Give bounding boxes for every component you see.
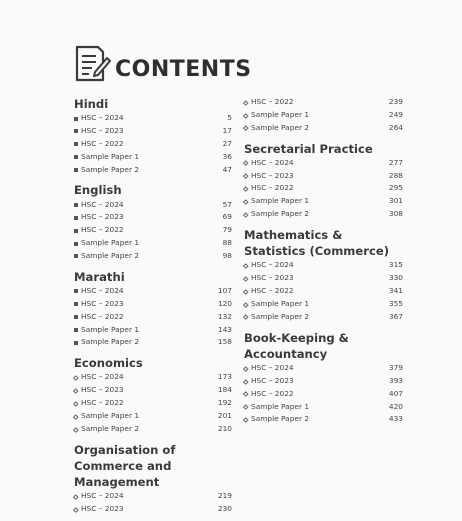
toc-entry-label-wrap [244, 122, 309, 135]
toc-entry[interactable] [74, 311, 232, 324]
toc-entry-page-number: 107 [217, 286, 232, 296]
toc-entry-page-number: 393 [388, 375, 403, 385]
diamond-bullet-icon [73, 427, 78, 432]
contents-header [74, 44, 252, 84]
toc-entry[interactable] [244, 208, 403, 221]
toc-entry-label-wrap [244, 362, 294, 375]
toc-entry-label-wrap [244, 259, 294, 272]
toc-entry-label: HSC – 2023 [81, 212, 124, 222]
toc-entry-label: Sample Paper 1 [251, 196, 310, 206]
toc-entry-label-wrap [244, 388, 294, 401]
toc-entry-page-number: 132 [217, 311, 232, 321]
toc-entry-page-number: 47 [222, 164, 232, 174]
toc-entry-label-wrap [74, 324, 139, 337]
diamond-bullet-icon [243, 263, 248, 268]
diamond-bullet-icon [243, 379, 248, 384]
toc-entry-page-number: 315 [388, 260, 403, 270]
toc-entry-label-wrap [244, 157, 294, 170]
toc-entry-page-number: 120 [217, 298, 232, 308]
toc-entry-label: HSC – 2024 [81, 113, 124, 123]
section-title: Mathematics & Statistics (Commerce) [244, 227, 390, 259]
toc-entry-page-number: 184 [217, 385, 232, 395]
toc-entry-label-wrap [244, 170, 294, 183]
section-title: English [74, 183, 122, 198]
diamond-bullet-icon [243, 366, 248, 371]
toc-entry-page-number: 88 [222, 238, 232, 248]
toc-entry-page-number: 173 [217, 372, 232, 382]
toc-entry[interactable] [244, 170, 403, 183]
toc-entry-label-wrap [74, 397, 124, 410]
diamond-bullet-icon [73, 507, 78, 512]
toc-entry-label: HSC – 2023 [81, 385, 124, 395]
toc-entry-page-number: 264 [388, 122, 403, 132]
diamond-bullet-icon [243, 289, 248, 294]
toc-entry[interactable] [74, 410, 232, 423]
toc-entry-page-number: 192 [217, 398, 232, 408]
toc-entry-label: HSC – 2024 [251, 362, 294, 372]
toc-entry[interactable] [244, 311, 403, 324]
diamond-bullet-icon [243, 302, 248, 307]
toc-entry-page-number: 330 [388, 273, 403, 283]
toc-entry[interactable] [244, 157, 403, 170]
toc-entry-label: Sample Paper 2 [81, 423, 140, 433]
toc-entry-label-wrap [74, 311, 124, 324]
toc-entry-label-wrap [74, 112, 124, 125]
section-english [74, 182, 232, 262]
square-bullet-icon [74, 254, 78, 258]
toc-entry-page-number: 69 [222, 212, 232, 222]
toc-entry-label-wrap [244, 96, 294, 109]
toc-entry[interactable] [244, 122, 403, 135]
diamond-bullet-icon [243, 212, 248, 217]
page-title: CONTENTS [115, 57, 252, 82]
toc-entry-label-wrap [74, 298, 124, 311]
toc-entry-label: HSC – 2023 [81, 298, 124, 308]
diamond-bullet-icon [243, 113, 248, 118]
diamond-bullet-icon [73, 388, 78, 393]
toc-entry[interactable] [74, 125, 232, 138]
toc-entry-label: HSC – 2023 [251, 375, 294, 385]
toc-entry[interactable] [74, 384, 232, 397]
section-title: Book-Keeping & Accountancy [244, 330, 349, 361]
toc-entry-label-wrap [74, 371, 124, 384]
toc-entry-label: HSC – 2023 [81, 126, 124, 136]
toc-entry-label: HSC – 2023 [251, 170, 294, 180]
toc-entry-page-number: 158 [217, 337, 232, 347]
toc-entry[interactable] [244, 401, 403, 414]
toc-entry-label: HSC – 2022 [81, 225, 124, 235]
square-bullet-icon [74, 315, 78, 319]
toc-entry-label-wrap [74, 285, 124, 298]
toc-entry-page-number: 288 [388, 170, 403, 180]
section-book-keeping-accountancy [244, 330, 403, 427]
toc-entry[interactable] [74, 151, 232, 164]
toc-entry[interactable] [244, 362, 403, 375]
toc-entry-label: Sample Paper 1 [251, 109, 310, 119]
toc-entry-page-number: 17 [222, 126, 232, 136]
toc-entry-label-wrap [74, 151, 139, 164]
toc-entry-label-wrap [74, 237, 139, 250]
square-bullet-icon [74, 341, 78, 345]
toc-entry-page-number: 341 [388, 286, 403, 296]
toc-entry[interactable] [74, 324, 232, 337]
toc-entry-label: HSC – 2022 [81, 138, 124, 148]
square-bullet-icon [74, 216, 78, 220]
toc-entry-label: Sample Paper 2 [251, 122, 310, 132]
toc-entry-page-number: 301 [388, 196, 403, 206]
toc-entry-label: HSC – 2024 [251, 157, 294, 167]
toc-entry-label-wrap [244, 285, 294, 298]
toc-entry-label-wrap [244, 311, 309, 324]
toc-entry-label-wrap [74, 164, 139, 177]
toc-entry[interactable] [244, 413, 403, 426]
toc-entry-label: HSC – 2022 [251, 286, 294, 296]
toc-entry[interactable] [244, 272, 403, 285]
toc-entry-label: Sample Paper 2 [81, 164, 140, 174]
toc-entry[interactable] [74, 138, 232, 151]
toc-entry-label: HSC – 2022 [251, 183, 294, 193]
toc-entry-label: Sample Paper 1 [81, 238, 140, 248]
toc-entry[interactable] [244, 298, 403, 311]
diamond-bullet-icon [243, 161, 248, 166]
toc-entry-page-number: 355 [388, 298, 403, 308]
section-mathematics-statistics-commerce [244, 227, 403, 324]
diamond-bullet-icon [73, 401, 78, 406]
toc-entry-label: Sample Paper 2 [81, 251, 140, 260]
toc-entry-page-number: 420 [388, 401, 403, 411]
toc-entry[interactable] [244, 388, 403, 401]
toc-entry-page-number: 277 [388, 157, 403, 167]
toc-entry-label: HSC – 2022 [251, 97, 294, 106]
toc-entry[interactable] [74, 112, 232, 125]
toc-entry[interactable] [74, 371, 232, 384]
section-title: Hindi [74, 97, 109, 111]
toc-entry-label-wrap [74, 410, 139, 423]
toc-entry-page-number: 239 [388, 97, 403, 106]
diamond-bullet-icon [243, 126, 248, 131]
toc-entry-label: Sample Paper 1 [251, 298, 310, 308]
toc-entry[interactable] [244, 182, 403, 195]
contents-right-column [244, 96, 403, 426]
toc-entry-label-wrap [244, 413, 309, 426]
toc-entry[interactable] [244, 96, 403, 109]
toc-entry-page-number: 295 [388, 183, 403, 193]
contents-left-column [74, 96, 232, 516]
diamond-bullet-icon [73, 375, 78, 380]
toc-entry-page-number: 379 [388, 362, 403, 372]
square-bullet-icon [74, 289, 78, 293]
toc-entry-label-wrap [244, 109, 309, 122]
toc-entry-label-wrap [244, 298, 309, 311]
toc-entry-label-wrap [74, 211, 124, 224]
section-secretarial-practice [244, 141, 403, 221]
toc-entry[interactable] [74, 164, 232, 177]
toc-entry-label: Sample Paper 1 [81, 151, 140, 161]
toc-entry-label: Sample Paper 2 [251, 414, 310, 424]
section-title: Secretarial Practice [244, 141, 373, 156]
toc-entry-label-wrap [74, 423, 139, 436]
section-hindi [74, 96, 232, 176]
toc-entry[interactable] [74, 211, 232, 224]
diamond-bullet-icon [243, 100, 248, 105]
toc-entry-label: HSC – 2023 [251, 273, 294, 283]
toc-entry-label: HSC – 2024 [251, 260, 294, 270]
diamond-bullet-icon [243, 199, 248, 204]
toc-entry-page-number: 230 [217, 504, 232, 514]
diamond-bullet-icon [243, 186, 248, 191]
diamond-bullet-icon [73, 494, 78, 499]
section-title: Organisation of Commerce and Management [74, 442, 176, 490]
diamond-bullet-icon [243, 417, 248, 422]
toc-entry-label-wrap [74, 490, 124, 503]
toc-entry[interactable] [244, 259, 403, 272]
toc-entry-label-wrap [74, 503, 124, 516]
toc-entry-label: HSC – 2023 [81, 504, 124, 514]
diamond-bullet-icon [243, 392, 248, 397]
toc-entry-label-wrap [244, 195, 309, 208]
toc-entry-label: Sample Paper 1 [81, 411, 140, 420]
toc-entry-label-wrap [244, 375, 294, 388]
toc-entry-label: HSC – 2024 [81, 372, 124, 382]
toc-entry-page-number: 5 [227, 113, 232, 123]
toc-entry-label-wrap [74, 138, 124, 151]
toc-entry-label: Sample Paper 2 [251, 311, 310, 321]
toc-entry-label-wrap [244, 401, 309, 414]
toc-entry-page-number: 367 [388, 311, 403, 321]
toc-entry[interactable] [74, 237, 232, 250]
toc-entry-page-number: 79 [222, 225, 232, 235]
toc-entry[interactable] [244, 375, 403, 388]
section-title: Marathi [74, 269, 125, 284]
diamond-bullet-icon [243, 276, 248, 281]
toc-entry-label-wrap [244, 208, 309, 221]
square-bullet-icon [74, 155, 78, 159]
toc-entry-page-number: 433 [388, 414, 403, 424]
square-bullet-icon [74, 117, 78, 121]
toc-entry[interactable] [244, 109, 403, 122]
document-pencil-icon [74, 44, 112, 84]
section-title: Economics [74, 356, 143, 371]
toc-entry-page-number: 407 [388, 388, 403, 398]
section-marathi [74, 269, 232, 349]
toc-entry-label-wrap [74, 199, 124, 212]
toc-entry-label: Sample Paper 2 [81, 337, 140, 347]
toc-entry[interactable] [74, 397, 232, 410]
toc-entry-label-wrap [74, 384, 124, 397]
toc-entry-page-number: 57 [222, 199, 232, 209]
section-continued [244, 96, 403, 135]
diamond-bullet-icon [73, 414, 78, 419]
toc-entry-label-wrap [74, 336, 139, 349]
section-economics [74, 355, 232, 435]
section-organisation-of-commerce-and-management [74, 442, 232, 516]
toc-entry-page-number: 210 [217, 423, 232, 433]
toc-entry-label: Sample Paper 1 [81, 324, 140, 334]
toc-entry-label-wrap [74, 125, 124, 138]
toc-entry-label: HSC – 2022 [81, 398, 124, 408]
square-bullet-icon [74, 229, 78, 233]
toc-entry-page-number: 249 [388, 109, 403, 119]
toc-entry-label-wrap [74, 250, 139, 263]
square-bullet-icon [74, 203, 78, 207]
toc-entry-label: HSC – 2024 [81, 199, 124, 209]
toc-entry-label: HSC – 2022 [81, 311, 124, 321]
toc-entry-page-number: 143 [217, 324, 232, 334]
toc-entry-label: HSC – 2024 [81, 286, 124, 296]
square-bullet-icon [74, 142, 78, 146]
toc-entry[interactable] [74, 423, 232, 436]
square-bullet-icon [74, 242, 78, 246]
toc-entry-label-wrap [244, 182, 294, 195]
toc-entry-page-number: 219 [217, 491, 232, 501]
toc-entry-page-number: 27 [222, 138, 232, 148]
square-bullet-icon [74, 328, 78, 332]
square-bullet-icon [74, 302, 78, 306]
toc-entry-page-number: 308 [388, 209, 403, 219]
toc-entry-label: HSC – 2022 [251, 388, 294, 398]
toc-entry[interactable] [74, 298, 232, 311]
square-bullet-icon [74, 168, 78, 172]
toc-entry-page-number: 36 [222, 151, 232, 161]
toc-entry-label: Sample Paper 2 [251, 209, 310, 219]
toc-entry[interactable] [74, 224, 232, 237]
toc-entry[interactable] [74, 199, 232, 212]
toc-entry-page-number: 98 [222, 251, 232, 260]
toc-entry[interactable] [74, 336, 232, 349]
toc-entry-label-wrap [74, 224, 124, 237]
toc-entry[interactable] [74, 490, 232, 503]
toc-entry-page-number: 201 [217, 411, 232, 420]
toc-entry-label-wrap [244, 272, 294, 285]
diamond-bullet-icon [243, 404, 248, 409]
toc-entry[interactable] [244, 195, 403, 208]
toc-entry[interactable] [74, 285, 232, 298]
toc-entry[interactable] [74, 503, 232, 516]
diamond-bullet-icon [243, 315, 248, 320]
diamond-bullet-icon [243, 174, 248, 179]
toc-entry-label: HSC – 2024 [81, 491, 124, 501]
toc-entry[interactable] [74, 250, 232, 263]
toc-entry[interactable] [244, 285, 403, 298]
square-bullet-icon [74, 129, 78, 133]
toc-entry-label: Sample Paper 1 [251, 401, 310, 411]
